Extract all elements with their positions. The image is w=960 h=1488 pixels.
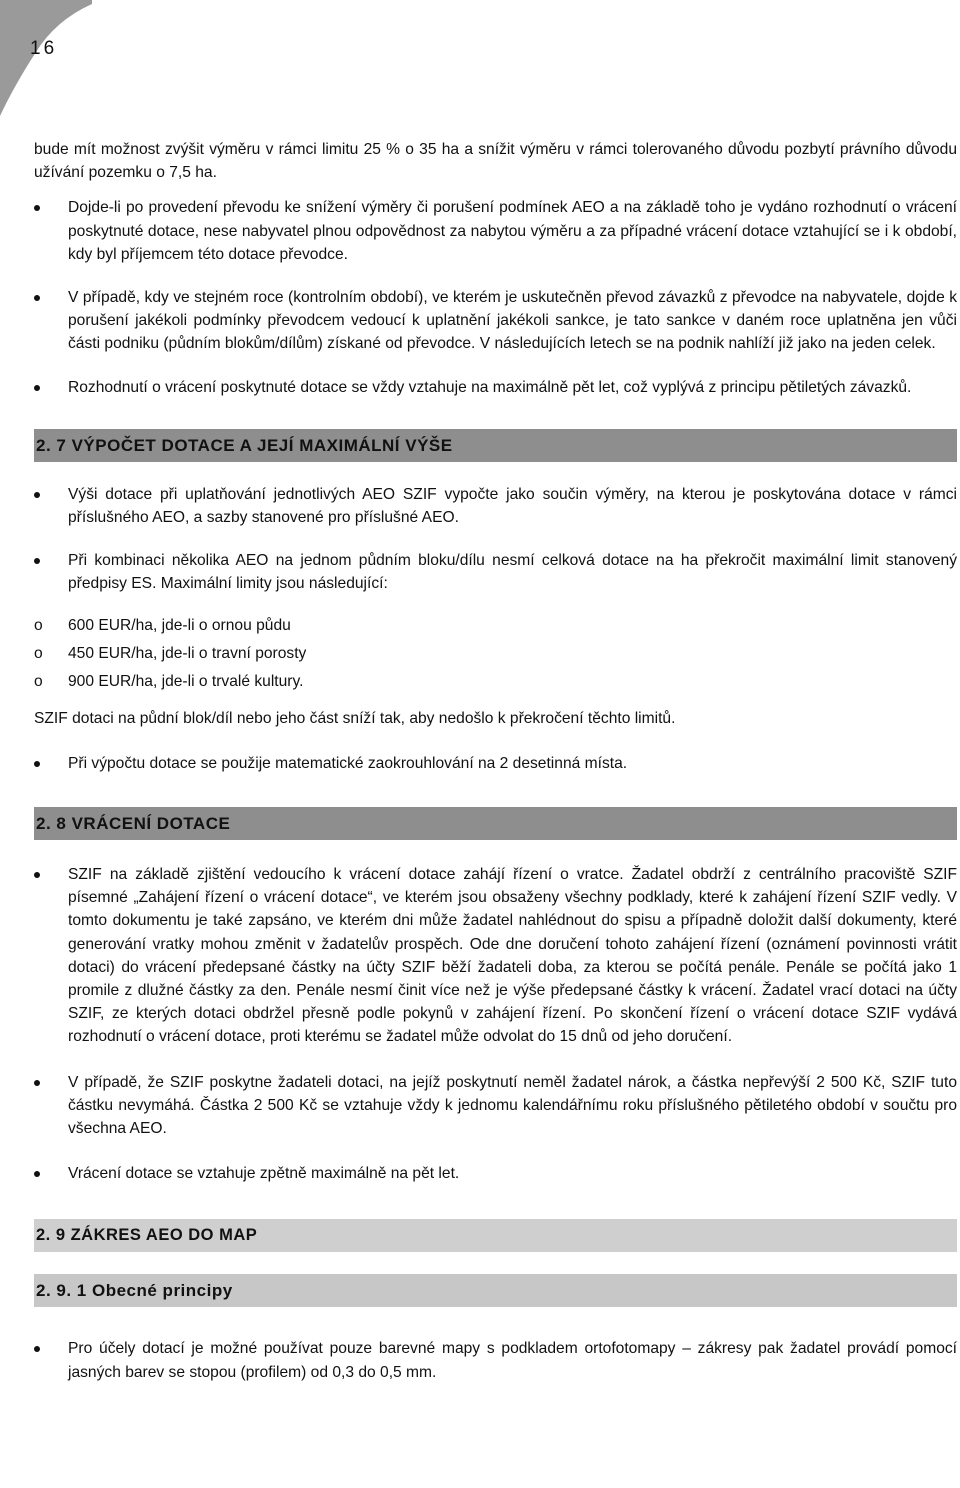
bullet-icon (34, 1080, 40, 1086)
limits-paragraph: SZIF dotaci na půdní blok/díl nebo jeho část sníží tak, aby nedošlo k překročení těchto limitů. (34, 709, 676, 727)
bullet-icon (34, 761, 40, 767)
bullet-icon (34, 872, 40, 878)
page-number: 16 (30, 38, 58, 59)
list-item: Výši dotace při uplatňování jednotlivých AEO SZIF vypočte jako součin výměry, na kterou je poskytována dotace v rámci příslušného AEO, a sazby stanovené pro příslušné AEO. (34, 483, 957, 529)
list-item: Při kombinaci několika AEO na jednom půdním bloku/dílu nesmí celková dotace na ha překročit maximální limit stanovený předpisy ES. Maximální limity jsou následující: (34, 549, 957, 595)
list-item: SZIF na základě zjištění vedoucího k vrácení dotace zahájí řízení o vratce. Žadatel obdrží z centrálního pracoviště SZIF písemné „Zahájení řízení o vrácení dotace“, ve kterém jsou obsaženy všechny podklady, které k zahájení řízení SZIF vedly. V tomto dokumentu je také zapsáno, ve kterém dni může žadatel nahlédnout do spisu a případně doložit další dokumenty, které generování vratky mohou změnit v žadatelův prospěch. Ode dne doručení tohoto zahájení řízení (oznámení povinnosti vrátit dotaci) do vrácení předepsané částky na účty SZIF běží žadateli doba, za kterou se počítá penále. Penále se počítá jako 1 promile z dlužné částky za den. Penále nesmí činit více než je výše předepsané částky k vrácení. Žadatel vrací dotaci na účty SZIF, ze kterých dotaci obdržel přesně podle pokynů v zahájení řízení. Po skončení řízení o vrácení dotace SZIF vydává rozhodnutí o vrácení dotace, proti kterému se žadatel může odvolat do 15 dnů od jeho doručení. (34, 863, 957, 1049)
list-item: Rozhodnutí o vrácení poskytnuté dotace se vždy vztahuje na maximálně pět let, což vyplývá z principu pětiletých závazků. (34, 376, 957, 399)
section-heading: 2. 7 VÝPOČET DOTACE A JEJÍ MAXIMÁLNÍ VÝŠE (34, 429, 957, 462)
list-item: o 450 EUR/ha, jde-li o travní porosty (34, 644, 307, 662)
bullet-icon (34, 1346, 40, 1352)
section-heading: 2. 8 VRÁCENÍ DOTACE (34, 807, 957, 840)
intro-paragraph: bude mít možnost zvýšit výměru v rámci limitu 25 % o 35 ha a snížit výměru v rámci tolerovaného důvodu pozbytí právního důvodu užívání pozemku o 7,5 ha. (34, 141, 957, 182)
section-heading: 2. 9 ZÁKRES AEO DO MAP (34, 1219, 957, 1252)
list-item: Pro účely dotací je možné používat pouze barevné mapy s podkladem ortofotomapy – zákresy pak žadatel provádí pomocí jasných barev se stopou (profilem) od 0,3 do 0,5 mm. (34, 1337, 957, 1383)
list-item: o 600 EUR/ha, jde-li o ornou půdu (34, 616, 291, 634)
bullet-icon (34, 492, 40, 498)
document-body (34, 138, 957, 1384)
list-item: V případě, kdy ve stejném roce (kontrolním období), ve kterém je uskutečněn převod závazků z převodce na nabyvatele, dojde k porušení jakékoli podmínky převodcem vedoucí k uplatnění jakékoli sankce, je tato sankce v daném roce uplatněna jen vůči části podniku (půdním blokům/dílům) získané od převodce. V následujících letech se na podnik nahlíží již jako na jeden celek. (34, 286, 957, 356)
limits-list (34, 612, 957, 696)
bullet-icon (34, 205, 40, 211)
list-item: Při výpočtu dotace se použije matematické zaokrouhlování na 2 desetinná místa. (34, 752, 957, 775)
list-item: V případě, že SZIF poskytne žadateli dotaci, na jejíž poskytnutí neměl žadatel nárok, a částka nepřevýší 2 500 Kč, SZIF tuto částku nevymáhá. Částka 2 500 Kč se vztahuje vždy k jednomu kalendářnímu roku příslušného pětiletého období v součtu pro všechna AEO. (34, 1071, 957, 1141)
list-item: Vrácení dotace se vztahuje zpětně maximálně na pět let. (34, 1162, 957, 1185)
bullet-icon (34, 1171, 40, 1177)
list-item: Dojde-li po provedení převodu ke snížení výměry či porušení podmínek AEO a na základě toho je vydáno rozhodnutí o vrácení poskytnuté dotace, nese nabyvatel plnou odpovědnost za nabytou výměru a za případné vrácení dotace vztahující se i k období, kdy byl příjemcem této dotace převodce. (34, 196, 957, 266)
subsection-heading: 2. 9. 1 Obecné principy (34, 1274, 957, 1307)
bullet-icon (34, 295, 40, 301)
list-item: o 900 EUR/ha, jde-li o trvalé kultury. (34, 672, 304, 690)
bullet-icon (34, 385, 40, 391)
bullet-icon (34, 558, 40, 564)
